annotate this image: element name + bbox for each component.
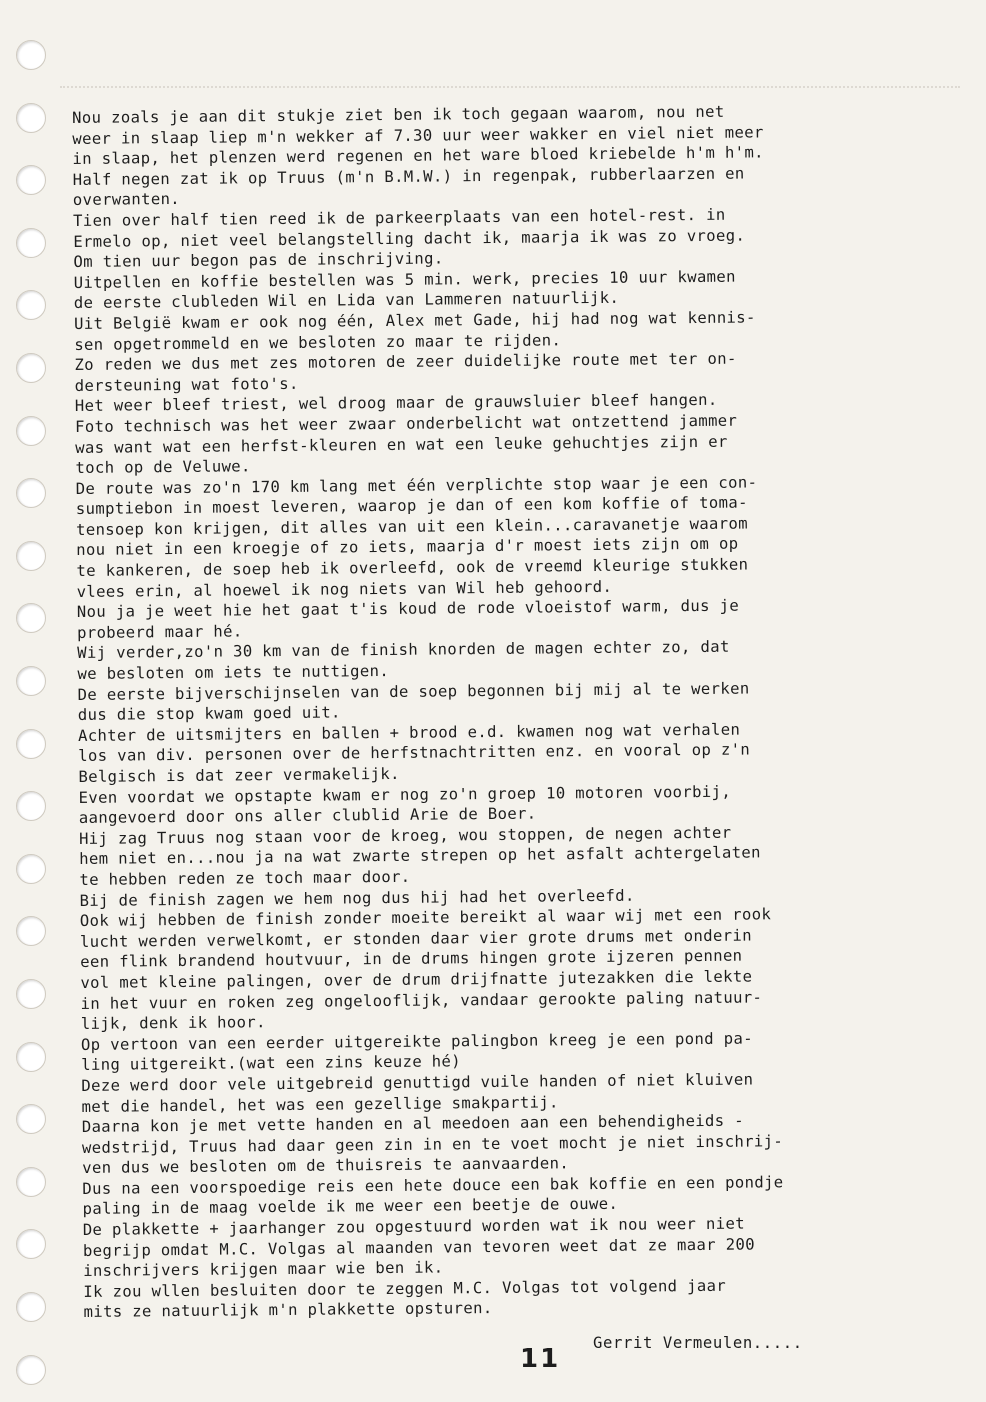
binder-holes: [16, 40, 46, 1400]
letter-line: De plakkette + jaarhanger zou opgestuurd worden wat ik nou weer niet: [82, 1214, 746, 1240]
letter-line: los van div. personen over de herfstnachtritten enz. en vooral op z'n: [78, 740, 751, 766]
letter-line: mits ze natuurlijk m'n plakkette opsturen.: [83, 1299, 493, 1322]
letter-line: Ermelo op, niet veel belangstelling dacht ik, maarja ik was zo vroeg.: [73, 226, 746, 251]
binder-hole: [16, 854, 46, 884]
letter-line: Even voordat we opstapte kwam er nog zo'n groep 10 motoren voorbij,: [78, 782, 732, 807]
letter-line: dus die stop kwam goed uit.: [77, 703, 341, 725]
letter-line: De eerste bijverschijnselen van de soep begonnen bij mij al te werken: [77, 679, 750, 704]
letter-line: overwanten.: [72, 190, 181, 210]
binder-hole: [16, 416, 46, 446]
page-number: 11: [520, 1344, 561, 1374]
letter-line: wedstrijd, Truus had daar geen zin in en te voet mocht je niet inschrij-: [81, 1131, 784, 1157]
binder-hole: [16, 103, 46, 133]
letter-line: sumptiebon in moest leveren, waarop je dan of een kom koffie of toma-: [75, 493, 748, 519]
letter-line: Om tien uur begon pas de inschrijving.: [73, 249, 444, 272]
binder-hole: [16, 1355, 46, 1385]
letter-line: een flink brandend houtvuur, in de drums hingen grote ijzeren pennen: [80, 946, 743, 972]
letter-line: Daarna kon je met vette handen en al meedoen aan een behendigheids -: [81, 1111, 745, 1137]
letter-line: ven dus we besloten om de thuisreis te aanvaarden.: [82, 1154, 570, 1178]
letter-line: Dus na een voorspoedige reis een hete douce een bak koffie en een pondje: [82, 1173, 784, 1198]
letter-line: we besloten om iets te nuttigen.: [77, 662, 390, 684]
letter-line: paling in de maag voelde ik me weer een beetje de ouwe.: [82, 1195, 619, 1219]
letter-line: Hij zag Truus nog staan voor de kroeg, wou stoppen, de negen achter: [78, 823, 732, 848]
letter-line: Nou zoals je aan dit stukje ziet ben ik toch gegaan waarom, nou net: [72, 102, 725, 127]
letter-line: in het vuur en roken zeg ongelooflijk, vandaar gerookte paling natuur-: [80, 987, 763, 1013]
binder-hole: [16, 729, 46, 759]
letter-line: toch op de Veluwe.: [75, 457, 251, 478]
letter-line: tensoep kon krijgen, dit alles van uit een klein...caravanetje waarom: [75, 514, 749, 539]
letter-line: Belgisch is dat zeer vermakelijk.: [78, 764, 400, 786]
letter-line: inschrijvers krijgen maar wie ben ik.: [83, 1258, 444, 1281]
letter-body: [72, 99, 974, 1323]
binder-hole: [16, 40, 46, 70]
letter-line: ling uitgereikt.(wat een zins keuze hé): [81, 1052, 462, 1075]
letter-line: nou niet in een kroegje of zo iets, maarja d'r moest iets zijn om op: [76, 535, 739, 560]
letter-line: vol met kleine palingen, over de drum drijfnatte jutezakken die lekte: [80, 967, 753, 992]
binder-hole: [16, 1104, 46, 1134]
letter-line: Ik zou wllen besluiten door te zeggen M.C. Volgas tot volgend jaar: [83, 1276, 727, 1301]
letter-line: weer in slaap liep m'n wekker af 7.30 uur weer wakker en viel niet meer: [72, 122, 764, 148]
signature: Gerrit Vermeulen.....: [593, 1334, 803, 1352]
letter-line: in slaap, het plenzen werd regenen en het ware bloed kriebelde h'm h'm.: [72, 143, 764, 169]
letter-line: Bij de finish zagen we hem nog dus hij had het overleefd.: [79, 886, 635, 910]
binder-hole: [16, 1292, 46, 1322]
binder-hole: [16, 1229, 46, 1259]
binder-hole: [16, 1167, 46, 1197]
binder-hole: [16, 916, 46, 946]
letter-line: Het weer bleef triest, wel droog maar de grauwsluier bleef hangen.: [74, 391, 718, 416]
letter-line: met die handel, het was een gezellige smakpartij.: [81, 1092, 559, 1116]
faint-top-rule: [60, 86, 960, 94]
letter-line: lucht werden verwelkomt, er stonden daar vier grote drums met onderin: [79, 926, 752, 951]
letter-line: dersteuning wat foto's.: [74, 374, 299, 395]
letter-line: Wij verder,zo'n 30 km van de finish knorden de magen echter zo, dat: [77, 638, 730, 663]
binder-hole: [16, 791, 46, 821]
binder-hole: [16, 228, 46, 258]
letter-line: Uit België kwam er ook nog één, Alex met Gade, hij had nog wat kennis-: [73, 308, 756, 333]
letter-line: Nou ja je weet hie het gaat t'is koud de rode vloeistof warm, dus je: [76, 596, 740, 622]
letter-line: hem niet en...nou ja na wat zwarte strepen op het asfalt achtergelaten: [79, 843, 761, 869]
binder-hole: [16, 478, 46, 508]
binder-hole: [16, 979, 46, 1009]
binder-hole: [16, 1042, 46, 1072]
letter-line: Op vertoon van een eerder uitgereikte palingbon kreeg je een pond pa-: [80, 1029, 753, 1054]
letter-line: Ook wij hebben de finish zonder moeite bereikt al waar wij met een rook: [79, 905, 772, 931]
letter-line: Uitpellen en koffie bestellen was 5 min. werk, precies 10 uur kwamen: [73, 267, 736, 292]
letter-line: De route was zo'n 170 km lang met één verplichte stop waar je een con-: [75, 473, 758, 498]
binder-hole: [16, 165, 46, 195]
letter-line: te kankeren, de soep heb ik overleefd, ook de vreemd kleurige stukken: [76, 555, 749, 581]
binder-hole: [16, 603, 46, 633]
letter-line: was want wat een herfst-kleuren en wat een leuke gehuchtjes zijn er: [75, 432, 728, 457]
binder-hole: [16, 353, 46, 383]
letter-line: Achter de uitsmijters en ballen + brood e.d. kwamen nog wat verhalen: [77, 720, 741, 745]
binder-hole: [16, 290, 46, 320]
binder-hole: [16, 541, 46, 571]
letter-line: begrijp omdat M.C. Volgas al maanden van tevoren weet dat ze maar 200: [82, 1235, 755, 1260]
letter-line: Deze werd door vele uitgebreid genuttigd vuile handen of niet kluiven: [81, 1070, 754, 1095]
letter-line: de eerste clubleden Wil en Lida van Lammeren natuurlijk.: [73, 289, 620, 313]
letter-line: sen opgetrommeld en we besloten zo maar te rijden.: [74, 330, 562, 354]
letter-line: probeerd maar hé.: [76, 622, 243, 642]
letter-line: aangevoerd door ons aller clublid Arie de Boer.: [78, 804, 537, 828]
letter-line: vlees erin, al hoewel ik nog niets van Wil heb gehoord.: [76, 577, 613, 601]
binder-hole: [16, 666, 46, 696]
letter-line: Tien over half tien reed ik de parkeerplaats van een hotel-rest. in: [72, 205, 726, 230]
letter-line: Foto technisch was het weer zwaar onderbelicht wat ontzettend jammer: [74, 411, 738, 436]
letter-line: lijk, denk ik hoor.: [80, 1013, 266, 1034]
letter-line: Half negen zat ik op Truus (m'n B.M.W.) in regenpak, rubberlaarzen en: [72, 164, 745, 189]
letter-line: te hebben reden ze toch maar door.: [79, 867, 411, 889]
letter-line: Zo reden we dus met zes motoren de zeer duidelijke route met ter on-: [74, 349, 737, 375]
